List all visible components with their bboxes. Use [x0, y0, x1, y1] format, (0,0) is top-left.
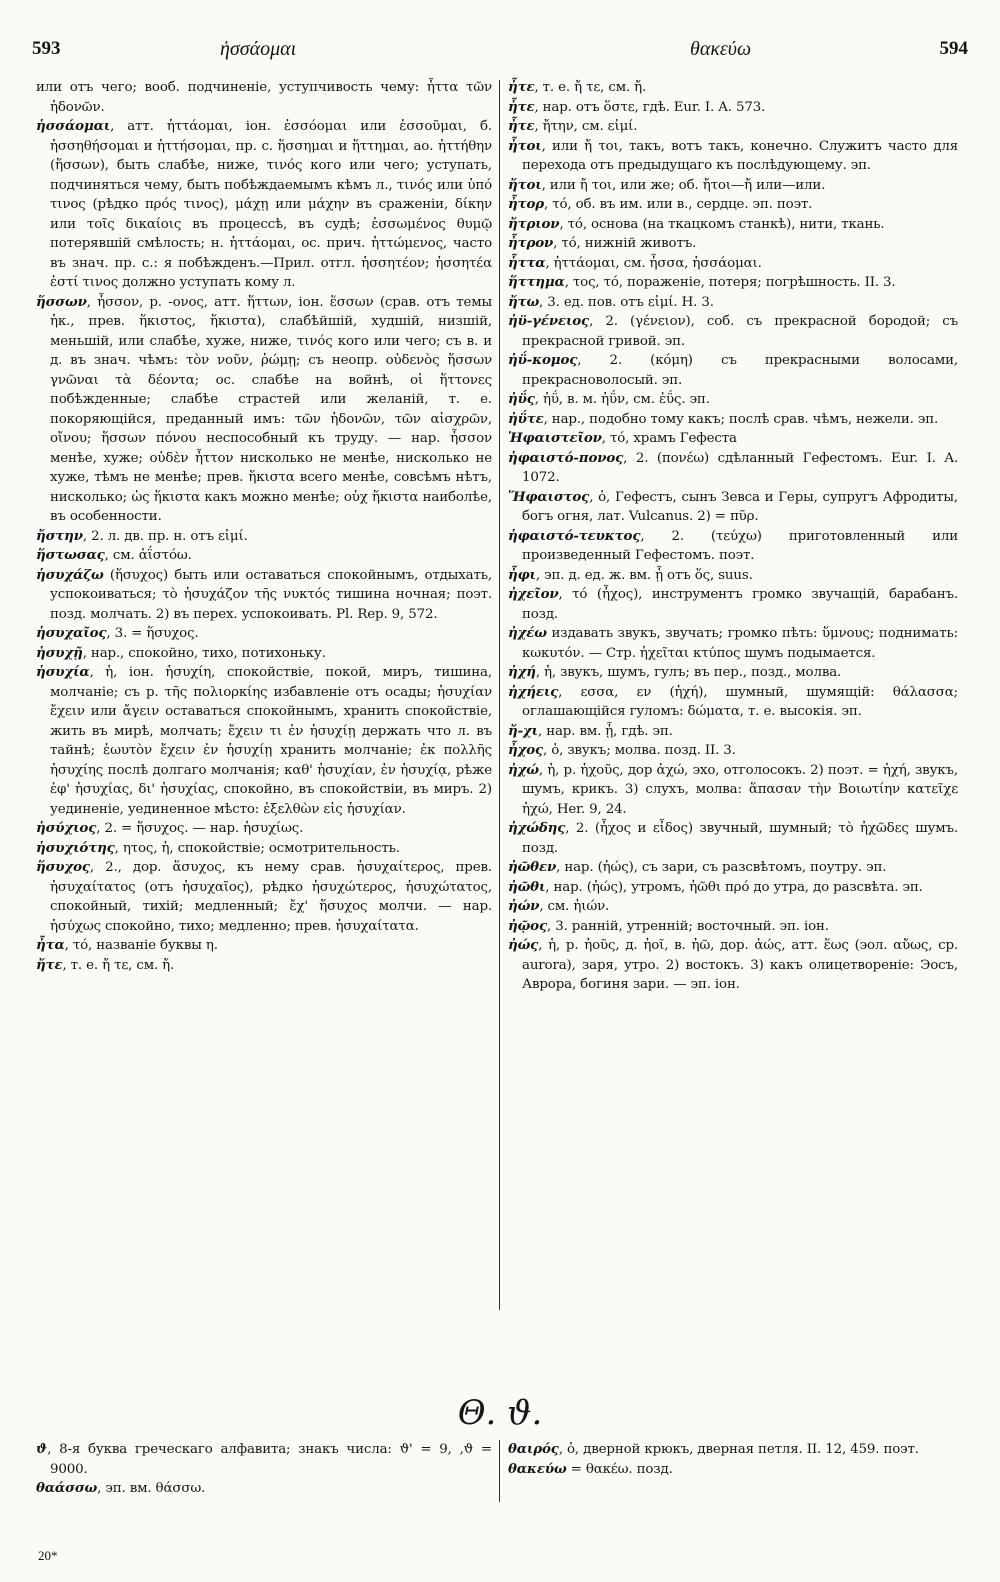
headword: ἠχώ: [508, 761, 539, 778]
dictionary-entry: ἦτα, τό, названіе буквы η.: [36, 937, 218, 953]
dictionary-entry: ἤστην, 2. л. дв. пр. н. отъ εἰμί.: [36, 527, 248, 544]
dictionary-entry: ἦτρον, τό, нижній животъ.: [508, 235, 697, 251]
dictionary-entry: ἧτε, нар. отъ ὅστε, гдѣ. Eur. I. A. 573.: [508, 98, 766, 115]
headword: Ἡφαιστεῖον: [508, 430, 602, 446]
dictionary-entry: ἡσσάομαι, атт. ἡττάομαι, іон. ἑσσόομαι или ἑσσοῦμαι, б. ἡσσηθήσομαι и ἡττήσομαι, пр. с. ἥσσημαι и ἥττημαι, ао. ἡττήθην (ἥσσων), быть слабѣе, ниже, τινός кого или чего; уступать, подчиняться чему, быть побѣждаемымъ кѣмъ л., τινός или ὑπό τινος (рѣдко πρός τινος), μάχῃ или μάχην въ сраженіи, δίκην или τοῖς δικαίοις въ процессѣ, въ судѣ; ἑσσωμένος θυμῷ потерявшій смѣлость; н. ἡττάομαι, ос. прич. ἡττώμενος, часто въ знач. пр. с.: я побѣжденъ.—Прил. отгл. ἡσσητέον; ἡσσητέα ἐστί τινος должно уступать кому л.: [36, 118, 492, 290]
headword: ἦφι: [508, 566, 536, 583]
dictionary-entry: ἡσύχιος, 2. = ἥσυχος. — нар. ἡσυχίως.: [36, 820, 304, 836]
headword: ἠχέω: [508, 625, 547, 641]
bottom-left-column: [36, 1440, 492, 1499]
dictionary-entry: ἠχώ, ἡ, р. ἠχοῦς, дор ἀχώ, эхо, отголосокъ. 2) поэт. = ἠχή, звукъ, шумъ, крикъ. 3) слухъ, молва: ἅπασαν τὴν Βοιωτίην κατεῖχε ἠχώ, Her. 9, 24.: [508, 761, 958, 817]
headword: θακεύω: [508, 1460, 567, 1477]
dictionary-entry: ἠΰς, ἠΰ, в. м. ἠΰν, см. ἐΰς. эп.: [508, 391, 710, 407]
dictionary-entry: ἠχή, ἡ, звукъ, шумъ, гулъ; въ пер., позд., молва.: [508, 664, 842, 680]
dictionary-entry: ἠχήεις, εσσα, εν (ἠχή), шумный, шумящій: θάλασσα; оглашающійся гуломъ: δώματα, т. е. высокія. эп.: [508, 683, 958, 719]
dictionary-entry: ἦτε, т. е. ἤ τε, см. ἤ.: [508, 79, 647, 95]
dictionary-entry: ἠϋ-γένειος, 2. (γένειον), соб. съ прекрасной бородой; съ прекрасной гривой. эп.: [508, 313, 958, 349]
dictionary-entry: ἠχώδης, 2. (ἦχος и εἶδος) звучный, шумный; τὸ ἠχῶδες шумъ. позд.: [508, 820, 958, 856]
headword: ἠχεῖον: [508, 586, 559, 602]
headword: ϑ: [36, 1441, 48, 1457]
dictionary-entry: ϑ, 8-я буква греческаго алфавита; знакъ числа: ϑ' = 9, ,ϑ = 9000.: [36, 1441, 492, 1477]
dictionary-entry: ἤτε, т. е. ἤ τε, см. ἤ.: [36, 956, 175, 973]
dictionary-entry: Ἥφαιστος, ὁ, Гефестъ, сынъ Зевса и Геры, супругъ Афродиты, богъ огня, лат. Vulcanus. 2) = πῦρ.: [508, 488, 958, 524]
page-number-left: 593: [32, 38, 61, 59]
column-divider: [499, 80, 500, 1310]
headword: ἡφαιστό-πονος: [508, 449, 624, 466]
headword: ἥσυχος: [36, 859, 90, 875]
headword: ἤτριον: [508, 215, 560, 232]
dictionary-entry: ἡφαιστό-πονος, 2. (πονέω) сдѣланный Гефестомъ. Eur. I. A. 1072.: [508, 449, 958, 485]
dictionary-entry: ἥττημα, τος, τό, пораженіе, потеря; погрѣшность. II. 3.: [508, 274, 896, 290]
page-number-right: 594: [939, 38, 968, 59]
headword: ἠΰτε: [508, 410, 544, 427]
dictionary-entry: ἠῷος, 3. ранній, утренній; восточный. эп. іон.: [508, 917, 829, 934]
printer-signature: 20*: [38, 1548, 58, 1563]
dictionary-entry: ἦτε, ἤτην, см. εἰμί.: [508, 118, 638, 134]
headword: ἦτε: [508, 118, 535, 134]
dictionary-entry: ἤ-χι, нар. вм. ᾗ, гдѣ. эп.: [508, 722, 673, 739]
headword: ἡσυχῇ: [36, 644, 83, 661]
headword: ἧττα: [508, 254, 546, 271]
dictionary-entry: ἠΰτε, нар., подобно тому какъ; послѣ срав. чѣмъ, нежели. эп.: [508, 410, 939, 427]
dictionary-entry: ἡφαιστό-τευκτος, 2. (τεύχω) приготовленный или произведенный Гефестомъ. поэт.: [508, 527, 958, 563]
catchword-left: ἡσσάομαι: [220, 38, 297, 60]
headword: Ἥφαιστος: [508, 488, 590, 505]
dictionary-entry: θακεύω = θακέω. позд.: [508, 1460, 673, 1477]
headword: ἠχώδης: [508, 820, 566, 836]
dictionary-entry: ἤτριον, τό, основа (на ткацкомъ станкѣ), нити, ткань.: [508, 215, 885, 232]
dictionary-entry: ἠχεῖον, τό (ἦχος), инструментъ громко звучащій, барабанъ. позд.: [508, 586, 958, 622]
headword: ἡσυχάζω: [36, 566, 104, 583]
headword: ἡφαιστό-τευκτος: [508, 527, 641, 544]
dictionary-entry: ἤτω, 3. ед. пов. отъ εἰμί. H. 3.: [508, 293, 714, 310]
headword: ἡσυχαῖος: [36, 625, 107, 641]
headword: θαάσσω: [36, 1480, 98, 1496]
dictionary-entry: θαάσσω, эп. вм. θάσσω.: [36, 1480, 206, 1496]
dictionary-entry: ἥσσων, ἧσσον, р. -ονος, атт. ἥττων, іон. ἕσσων (срав. отъ темы ἡκ., прев. ἥκιστος, ἥκιστα), слабѣйшій, худшій, низшій, меньшій, или слабѣе, хуже, ниже, τινός кого или чего; съ в. и д. въ знач. чѣмъ: τὸν νοῦν, ῥώμῃ; съ неопр. οὐδενὸς ἥσσων γνῶναι τὰ δέοντα; ос. слабѣе на войнѣ, οἱ ἥττονες побѣжденные; слабѣе страстей или желаній, т. е. покоряющійся, преданный имъ: τῶν ἡδονῶν, τῶν αἰσχρῶν, οἴνου; ἥσσων πόνου неспособный къ труду. — нар. ἧσσον менѣе, хуже; οὐδὲν ἧττον нисколько не менѣе, нисколько не хуже, тѣмъ не менѣе; прев. ἥκιστα всего менѣе, совсѣмъ нѣтъ, нисколько; ὡς ἥκιστα какъ можно менѣе; οὐχ ἥκιστα наиболѣе, въ особенности.: [36, 293, 492, 524]
dictionary-entry: ἠώς, ἡ, р. ἠοῦς, д. ἠοῖ, в. ἠῶ, дор. ἀώς, атт. ἕως (эол. αὔως, ср. aurora), заря, утро. 2) востокъ. 3) какъ олицетвореніе: Эосъ, Аврора, богиня зари. — эп. іон.: [508, 937, 958, 992]
dictionary-entry: ἠῶθι, нар. (ἠώς), утромъ, ἠῶθι πρό до утра, до разсвѣта. эп.: [508, 878, 923, 895]
headword: ἦτε: [508, 79, 535, 95]
column-divider: [499, 1440, 500, 1502]
dictionary-entry: ἡσυχαῖος, 3. = ἥσυχος.: [36, 625, 199, 641]
headword: ἥσσων: [36, 293, 87, 310]
catchword-right: θακεύω: [690, 38, 752, 60]
headword: ἠῶθεν: [508, 859, 557, 875]
headword: ἠῷος: [508, 917, 547, 934]
dictionary-entry: ἡσυχάζω (ἥσυχος) быть или оставаться спокойнымъ, отдыхать, успокоиваться; τὸ ἡσυχάζον τῆς νυκτός тишина ночная; поэт. позд. молчать. 2) въ перех. успокоивать. Pl. Rep. 9, 572.: [36, 566, 492, 622]
dictionary-entry: Ἡφαιστεῖον, τό, храмъ Гефеста: [508, 430, 737, 446]
headword: ἤτε: [36, 956, 63, 973]
dictionary-entry: или отъ чего; вооб. подчиненіе, уступчивость чему: ἧττα τῶν ἡδονῶν.: [36, 80, 492, 115]
dictionary-entry: ἠΰ-κομος, 2. (κόμη) съ прекрасными волосами, прекрасноволосый. эп.: [508, 352, 958, 388]
dictionary-entry: ἧττα, ἡττάομαι, см. ἧσσα, ἡσσάομαι.: [508, 254, 762, 271]
headword: ἠών: [508, 898, 540, 914]
headword: ἦτρον: [508, 235, 554, 251]
dictionary-entry: ἤτοι, или ἤ τοι, или же; об. ἤτοι—ἤ или—или.: [508, 176, 826, 193]
headword: ἠῶθι: [508, 878, 546, 895]
headword: ἡσσάομαι: [36, 118, 111, 134]
headword: θαιρός: [508, 1441, 559, 1457]
headword: ἦτοι: [508, 137, 542, 154]
dictionary-entry: ἡσυχία, ἡ, іон. ἡσυχίη, спокойствіе, покой, миръ, тишина, молчаніе; съ р. τῆς πολιορκίης избавленіе отъ осады; ἡσυχίαν ἔχειν или ἄγειν оставаться спокойнымъ, хранить спокойствіе, жить въ мирѣ, молчать; ἔχειν τι ἐν ἡσυχίῃ держать что л. въ тайнѣ; ἑωυτὸν ἔχειν ἐν ἡσυχίῃ хранить молчаніе; ἐκ πολλῆς ἡσυχίης послѣ долгаго молчанія; καθ' ἡσυχίαν, ἐν ἡσυχίᾳ, рѣже ἐφ' ἡσυχίας, δι' ἡσυχίας, спокойно, въ спокойствіи, въ миръ. 2) уединеніе, уединенное мѣсто: ἐξελθὼν εἰς ἡσυχίαν.: [36, 664, 492, 817]
headword: ἤ-χι: [508, 722, 538, 739]
headword: ἠχήεις: [508, 683, 559, 700]
headword: ἤτοι: [508, 176, 542, 193]
right-column: [508, 78, 958, 995]
headword: ἠϋ-γένειος: [508, 313, 590, 329]
dictionary-entry: ἠχέω издавать звукъ, звучать; громко пѣть: ὕμνους; поднимать: κωκυτόν. — Стр. ἠχεῖται κτύπος шумъ подымается.: [508, 625, 958, 661]
dictionary-entry: ἦχος, ὁ, звукъ; молва. позд. II. 3.: [508, 742, 736, 758]
headword: ἡσυχιότης: [36, 839, 115, 856]
headword: ἦτα: [36, 937, 65, 953]
dictionary-entry: ἡσυχῇ, нар., спокойно, тихо, потихоньку.: [36, 644, 326, 661]
dictionary-entry: ἠῶθεν, нар. (ἠώς), съ зари, съ разсвѣтомъ, поутру. эп.: [508, 859, 887, 875]
dictionary-entry: ἦτοι, или ἤ τοι, такъ, вотъ такъ, конечно. Служитъ часто для перехода отъ предыдущаго къ послѣдующему. эп.: [508, 137, 958, 173]
headword: ἦτορ: [508, 196, 544, 212]
bottom-right-column: [508, 1440, 958, 1479]
left-column: [36, 78, 492, 975]
dictionary-entry: ἥστωσας, см. ἀΐστόω.: [36, 547, 192, 563]
dictionary-entry: θαιρός, ὁ, дверной крюкъ, дверная петля. II. 12, 459. поэт.: [508, 1441, 919, 1457]
headword: ἤτω: [508, 293, 540, 310]
dictionary-entry: ἠών, см. ἠιών.: [508, 898, 610, 914]
headword: ἦχος: [508, 742, 544, 758]
headword: ἠΰ-κομος: [508, 352, 578, 368]
headword: ἠχή: [508, 664, 536, 680]
dictionary-entry: ἥσυχος, 2., дор. ἅσυχος, къ нему срав. ἡσυχαίτερος, прев. ἡσυχαίτατος (отъ ἡσυχαῖος), рѣдко ἡσυχώτερος, ἡσυχώτατος, спокойный, тихій; медленный; ἔχ' ἥσυχος молчи. — нар. ἡσύχως спокойно, тихо; медленно; прев. ἡσυχαίτατα.: [36, 859, 492, 934]
running-head: [32, 38, 968, 68]
section-heading-theta: Θ. ϑ.: [457, 1393, 543, 1433]
headword: ἡσύχιος: [36, 820, 97, 836]
headword: ἤστην: [36, 527, 83, 544]
dictionary-entry: ἦτορ, τό, об. въ им. или в., сердце. эп. поэт.: [508, 196, 813, 212]
headword: ἡσυχία: [36, 664, 90, 680]
headword: ἠΰς: [508, 391, 535, 407]
dictionary-entry: ἦφι, эп. д. ед. ж. вм. ᾗ отъ ὅς, suus.: [508, 566, 753, 583]
headword: ἧτε: [508, 98, 535, 115]
headword: ἠώς: [508, 937, 539, 953]
headword: ἥστωσας: [36, 547, 105, 563]
dictionary-entry: ἡσυχιότης, ητος, ἡ, спокойствіе; осмотрительность.: [36, 839, 400, 856]
headword: ἥττημα: [508, 274, 565, 290]
